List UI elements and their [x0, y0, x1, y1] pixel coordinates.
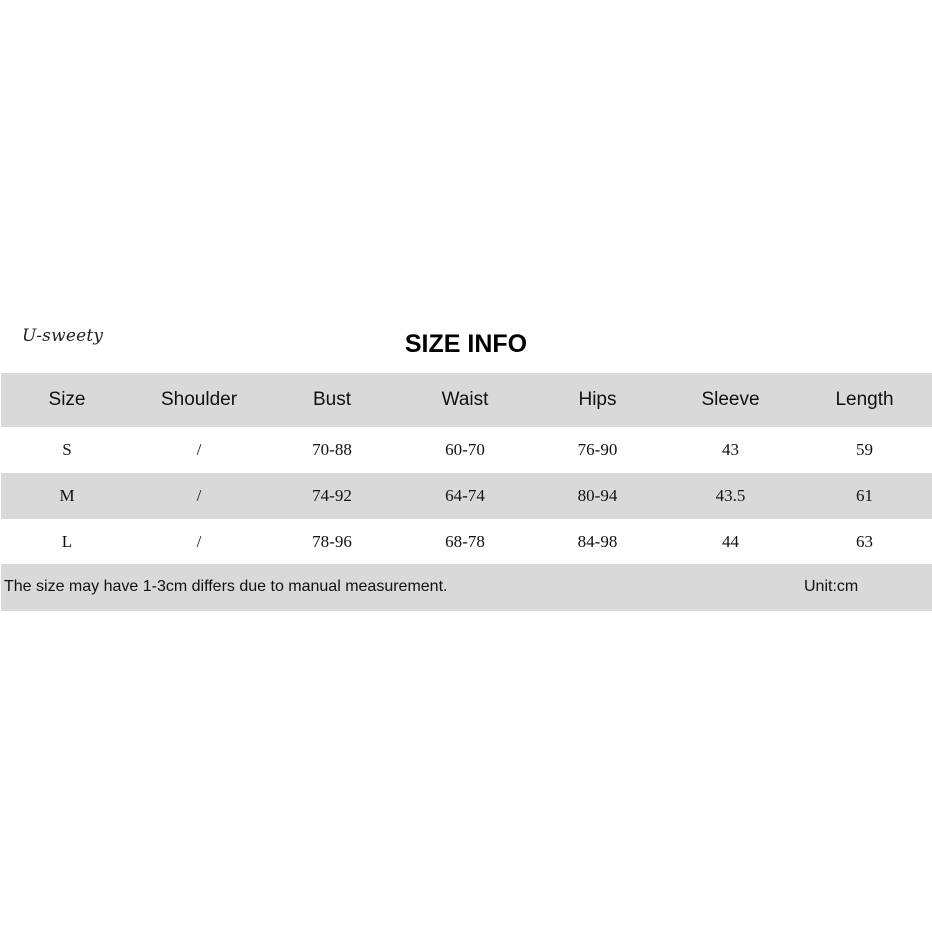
cell-sleeve: 43.5	[715, 486, 746, 505]
cell-waist: 68-78	[445, 532, 485, 551]
table-header-row	[1, 373, 932, 427]
cell-bust: 78-96	[312, 532, 352, 551]
table-footer	[1, 564, 932, 611]
header-sleeve: Sleeve	[701, 389, 760, 410]
cell-size: S	[62, 440, 72, 459]
header-bust: Bust	[312, 389, 352, 410]
table-row	[1, 473, 932, 519]
measurement-note: The size may have 1-3cm differs due to manual measurement.	[4, 578, 448, 595]
cell-length: 59	[856, 440, 873, 459]
cell-length: 63	[856, 532, 873, 551]
header-size: Size	[48, 389, 86, 410]
cell-length: 61	[856, 486, 873, 505]
cell-shoulder: /	[196, 486, 202, 505]
unit-label: Unit:cm	[804, 578, 859, 595]
cell-size: L	[61, 532, 73, 551]
cell-size: M	[59, 486, 75, 505]
table-row	[1, 427, 932, 473]
cell-hips: 76-90	[577, 440, 618, 459]
header-length: Length	[835, 389, 894, 410]
cell-waist: 64-74	[445, 486, 485, 505]
table-row	[1, 519, 932, 565]
cell-hips: 80-94	[577, 486, 618, 505]
cell-sleeve: 44	[722, 532, 739, 551]
header-hips: Hips	[578, 389, 617, 410]
cell-hips: 84-98	[577, 532, 618, 551]
cell-sleeve: 43	[722, 440, 739, 459]
cell-shoulder: /	[196, 532, 202, 551]
cell-shoulder: /	[196, 440, 202, 459]
cell-waist: 60-70	[445, 440, 485, 459]
cell-bust: 74-92	[312, 486, 352, 505]
cell-bust: 70-88	[312, 440, 352, 459]
header-waist: Waist	[441, 389, 489, 410]
size-table	[1, 373, 932, 565]
header-shoulder: Shoulder	[160, 389, 238, 410]
brand-logo: U-sweety	[22, 326, 104, 346]
page-title: SIZE INFO	[404, 330, 528, 358]
